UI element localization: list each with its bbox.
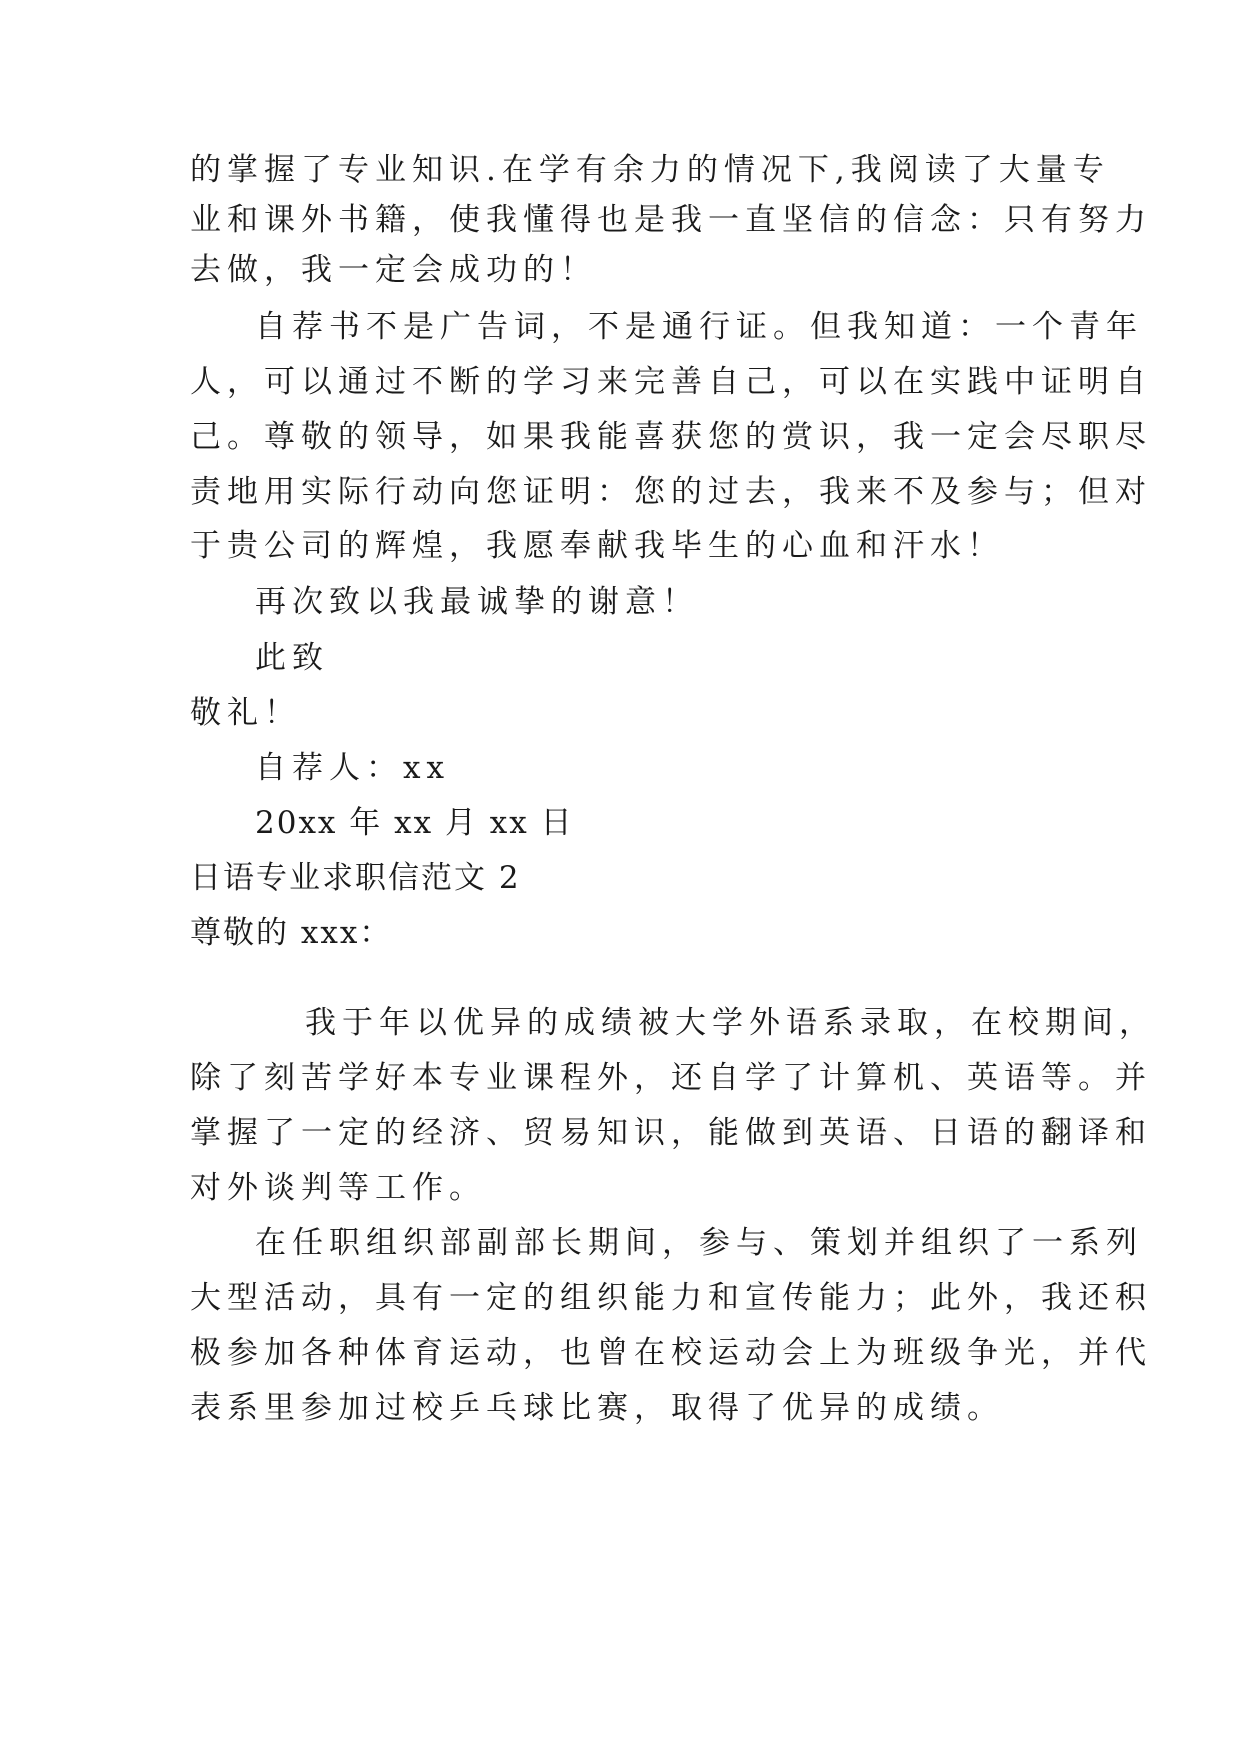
paragraph-line: 责地用实际行动向您证明：您的过去，我来不及参与；但对 (190, 474, 1152, 510)
signature-line: 自荐人：xx (255, 750, 450, 786)
paragraph-line: 大型活动，具有一定的组织能力和宣传能力；此外，我还积 (190, 1280, 1152, 1316)
paragraph-line: 极参加各种体育运动，也曾在校运动会上为班级争光，并代 (190, 1335, 1152, 1371)
section-title: 日语专业求职信范文 2 (190, 860, 521, 896)
paragraph-line: 于贵公司的辉煌，我愿奉献我毕生的心血和汗水！ (190, 528, 1004, 564)
paragraph-line: 自荐书不是广告词，不是通行证。但我知道：一个青年 (255, 309, 1143, 345)
paragraph-line: 的掌握了专业知识.在学有余力的情况下,我阅读了大量专 (190, 152, 1110, 188)
paragraph-line: 己。尊敬的领导，如果我能喜获您的赏识，我一定会尽职尽 (190, 419, 1152, 455)
paragraph-line: 人，可以通过不断的学习来完善自己，可以在实践中证明自 (190, 364, 1152, 400)
paragraph-line: 掌握了一定的经济、贸易知识，能做到英语、日语的翻译和 (190, 1115, 1152, 1151)
paragraph-line: 在任职组织部副部长期间，参与、策划并组织了一系列 (255, 1225, 1143, 1261)
paragraph-line: 我于年以优异的成绩被大学外语系录取，在校期间， (305, 1005, 1156, 1041)
closing-line: 此致 (255, 640, 329, 676)
paragraph-line: 业和课外书籍，使我懂得也是我一直坚信的信念：只有努力 (190, 202, 1152, 238)
thanks-line: 再次致以我最诚挚的谢意！ (255, 584, 699, 620)
closing-line: 敬礼！ (190, 695, 301, 731)
paragraph-line: 去做，我一定会成功的！ (190, 252, 597, 288)
paragraph-line: 对外谈判等工作。 (190, 1170, 486, 1206)
paragraph-line: 除了刻苦学好本专业课程外，还自学了计算机、英语等。并 (190, 1060, 1152, 1096)
salutation: 尊敬的 xxx： (190, 915, 393, 951)
date-line: 20xx 年 xx 月 xx 日 (255, 805, 574, 841)
paragraph-line: 表系里参加过校乒乓球比赛，取得了优异的成绩。 (190, 1390, 1004, 1426)
